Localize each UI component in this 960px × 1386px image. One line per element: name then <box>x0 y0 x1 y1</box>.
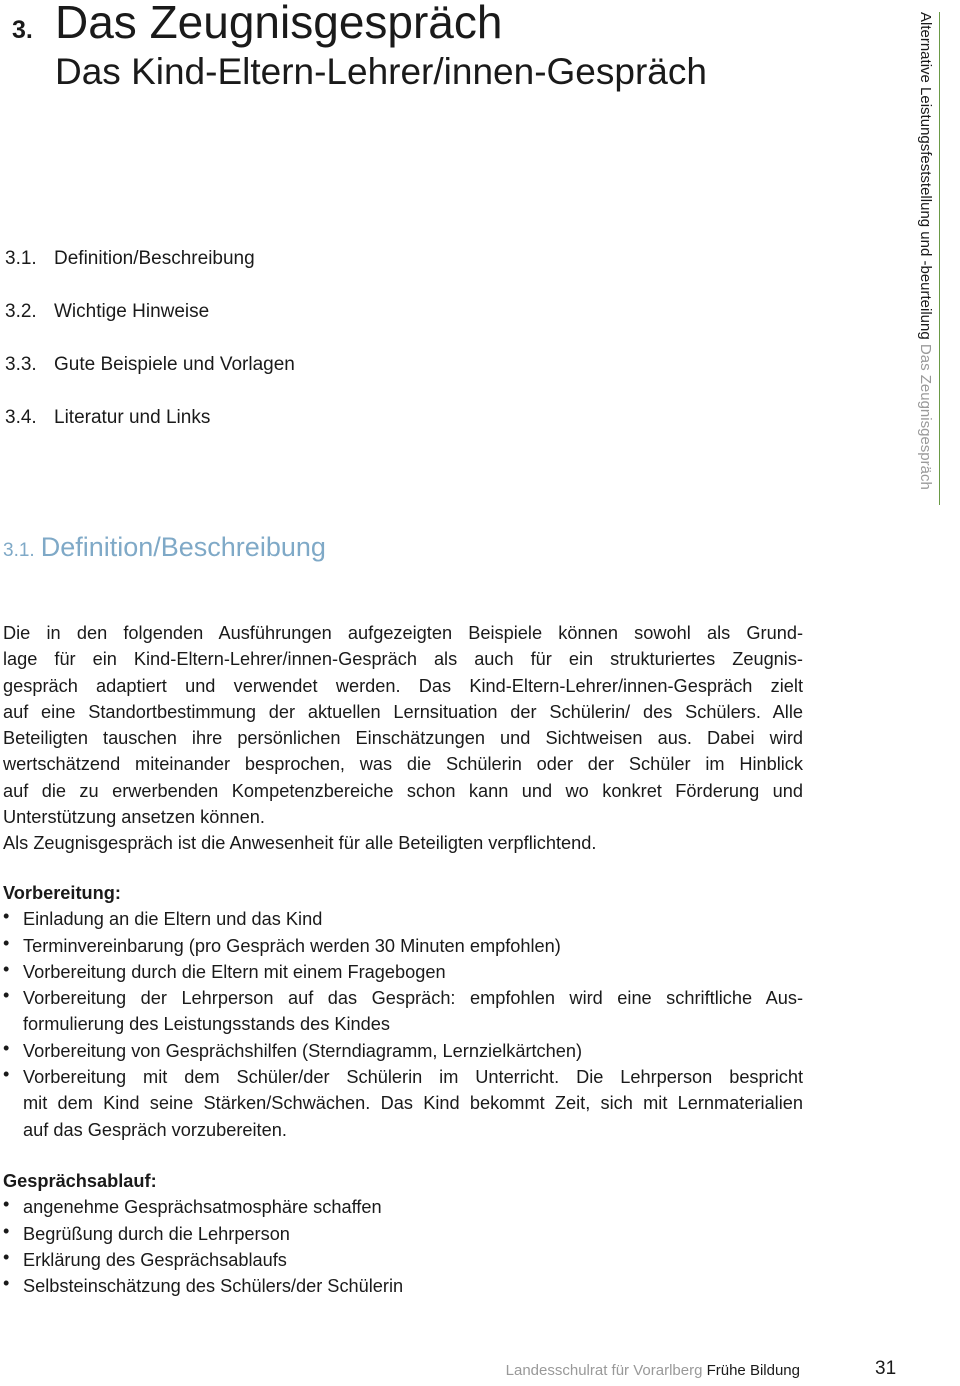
footer-series: Frühe Bildung <box>706 1362 800 1379</box>
flow-list <box>3 1194 803 1299</box>
list-item-line: mit dem Kind seine Stärken/Schwächen. Das Kind bekommt Zeit, sich mit Lernmaterialien <box>23 1093 803 1114</box>
section-title: Definition/Beschreibung <box>40 532 326 562</box>
preparation-label: Vorbereitung: <box>3 883 121 903</box>
list-item-line: • Einladung an die Eltern und das Kind <box>23 909 323 930</box>
toc-item-label: Wichtige Hinweise <box>54 301 210 322</box>
list-item <box>3 906 803 932</box>
list-item <box>3 1064 803 1143</box>
list-item-line: • Vorbereitung von Gesprächshilfen (Sterndiagramm, Lernzielkärtchen) <box>23 1040 583 1061</box>
list-item <box>3 1247 803 1273</box>
list-item <box>3 985 803 1038</box>
footer-org: Landesschulrat für Vorarlberg <box>505 1362 703 1379</box>
toc-item[interactable] <box>5 301 295 354</box>
list-item-line: • Terminvereinbarung (pro Gespräch werden 30 Minuten empfohlen) <box>23 935 561 956</box>
toc-item-number: 3.3. <box>5 354 37 375</box>
toc-item[interactable] <box>5 407 295 460</box>
preparation-block <box>3 880 803 1143</box>
toc-item-number: 3.4. <box>5 407 37 428</box>
chapter-title: Das Zeugnisgespräch <box>55 0 503 48</box>
toc-item-label: Literatur und Links <box>54 407 211 428</box>
footer-publisher <box>506 1362 800 1379</box>
section-number: 3.1. <box>3 540 35 561</box>
page-number: 31 <box>875 1358 897 1379</box>
table-of-contents <box>5 248 295 460</box>
list-item-line: • angenehme Gesprächsatmosphäre schaffen <box>23 1197 382 1218</box>
paragraph-line: auf die zu erwerbenden Kompetenzbereiche schon kann und wo konkret Förderung und <box>3 780 803 801</box>
toc-item[interactable] <box>5 248 295 301</box>
preparation-list <box>3 906 803 1143</box>
list-item-line: formulierung des Leistungsstands des Kindes <box>23 1014 391 1035</box>
attendance-note: Als Zeugnisgespräch ist die Anwesenheit für alle Beteiligten verpflichtend. <box>3 833 597 854</box>
side-rail-main: Alternative Leistungsfeststellung und -beurteilung <box>917 12 934 340</box>
side-rail-running-header <box>910 12 940 505</box>
list-item-line: • Vorbereitung durch die Eltern mit einem Fragebogen <box>23 961 446 982</box>
list-item <box>3 1273 803 1299</box>
paragraph-line: Beteiligten tauschen ihre persönlichen Einschätzungen und Sichtweisen aus. Dabei wird <box>3 728 803 749</box>
list-item <box>3 1221 803 1247</box>
paragraph-line: lage für ein Kind-Eltern-Lehrer/innen-Gespräch als auch für ein strukturiertes Zeugnis- <box>3 649 803 670</box>
toc-item-number: 3.1. <box>5 248 37 269</box>
list-item-line: • Erklärung des Gesprächsablaufs <box>23 1249 287 1270</box>
paragraph-line: auf eine Standortbestimmung der aktuellen Lernsituation der Schülerin/ des Schülers. Alle <box>3 701 803 722</box>
section-heading <box>3 532 326 563</box>
flow-label: Gesprächsablauf: <box>3 1171 157 1191</box>
chapter-subtitle: Das Kind-Eltern-Lehrer/innen-Gespräch <box>55 51 707 92</box>
list-item <box>3 1194 803 1220</box>
toc-item-label: Gute Beispiele und Vorlagen <box>54 354 295 375</box>
list-item <box>3 1038 803 1064</box>
list-item <box>3 933 803 959</box>
toc-item-number: 3.2. <box>5 301 37 322</box>
list-item-line: • Begrüßung durch die Lehrperson <box>23 1223 290 1244</box>
list-item <box>3 959 803 985</box>
toc-item[interactable] <box>5 354 295 407</box>
paragraph-line: gespräch adaptiert und verwendet werden. Das Kind-Eltern-Lehrer/innen-Gespräch zielt <box>3 675 803 696</box>
conversation-flow-block <box>3 1168 803 1299</box>
chapter-number: 3. <box>12 16 33 44</box>
paragraph-line: Die in den folgenden Ausführungen aufgezeigten Beispiele können sowohl als Grund- <box>3 623 803 643</box>
list-item-line: auf das Gespräch vorzubereiten. <box>23 1119 287 1140</box>
list-item-line: • Selbsteinschätzung des Schülers/der Schülerin <box>23 1276 404 1297</box>
definition-paragraph <box>3 620 803 857</box>
side-rail-section: Das Zeugnisgespräch <box>917 343 934 490</box>
paragraph-line: wertschätzend miteinander besprochen, was die Schülerin oder der Schüler im Hinblick <box>3 754 803 775</box>
toc-item-label: Definition/Beschreibung <box>54 248 255 269</box>
list-item-line: • Vorbereitung der Lehrperson auf das Gespräch: empfohlen wird eine schriftliche Aus- <box>23 988 803 1009</box>
list-item-line: • Vorbereitung mit dem Schüler/der Schülerin im Unterricht. Die Lehrperson bespricht <box>23 1067 803 1088</box>
paragraph-line: Unterstützung ansetzen können. <box>3 807 265 828</box>
